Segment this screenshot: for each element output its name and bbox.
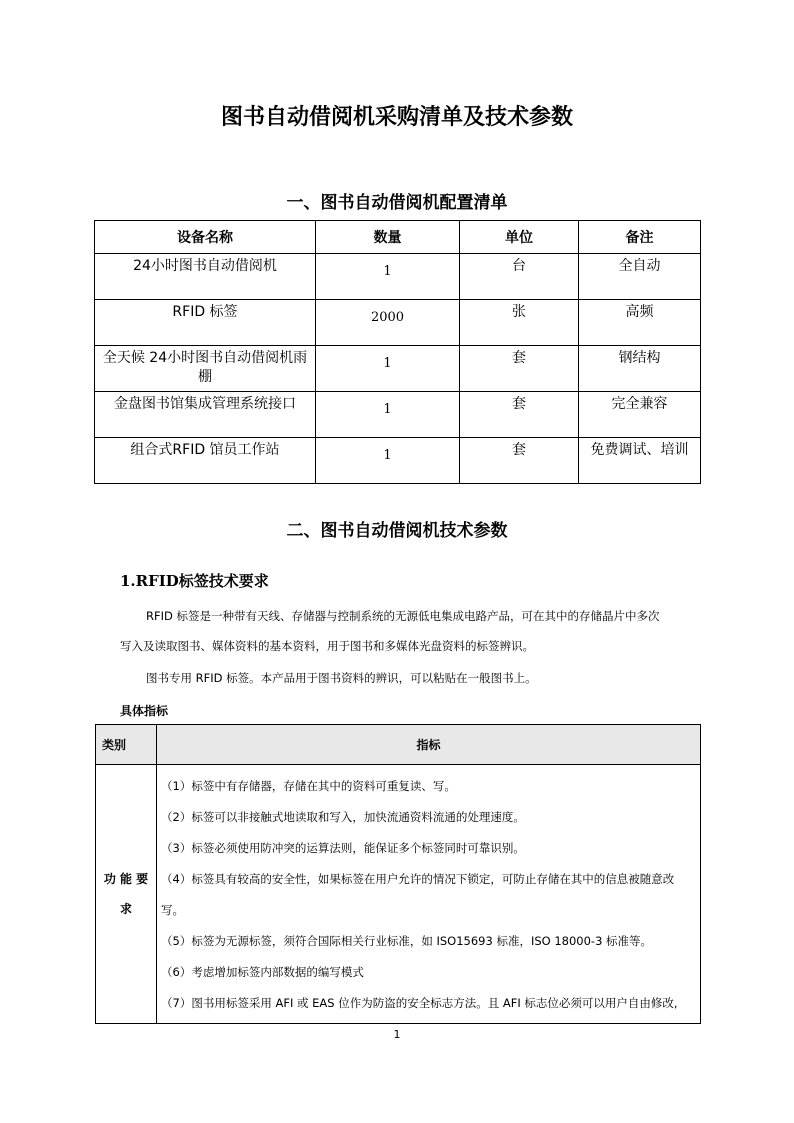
device-name-cell: 组合式RFID 馆员工作站 — [95, 438, 316, 484]
page-number: 1 — [393, 1028, 401, 1041]
unit-cell: 套 — [460, 392, 579, 438]
unit-cell: 套 — [460, 438, 579, 484]
spec-item: （5）标签为无源标签，须符合国际相关行业标准，如 ISO15693 标准，ISO 18000-3 标准等。 — [161, 934, 653, 948]
header-quantity: 数量 — [316, 221, 460, 254]
quantity-cell: 1 — [316, 346, 460, 392]
paragraph: 写入及读取图书、媒体资料的基本资料，用于图书和多媒体光盘资料的标签辨识。 — [120, 639, 534, 653]
spec-item: （4）标签具有较高的安全性，如果标签在用户允许的情况下锁定，可防止存储在其中的信息被随意改写。 — [161, 872, 675, 917]
spec-table — [95, 724, 701, 1024]
unit-cell: 张 — [460, 300, 579, 346]
remark-cell: 免费调试、培训 — [579, 438, 701, 484]
table-row — [95, 438, 701, 484]
config-table-header — [95, 221, 701, 254]
header-indicator: 指标 — [157, 725, 701, 765]
config-table — [94, 220, 701, 484]
header-remark: 备注 — [579, 221, 701, 254]
spec-item: （6）考虑增加标签内部数据的编写模式 — [161, 965, 364, 979]
remark-cell: 全自动 — [579, 254, 701, 300]
quantity-cell: 1 — [316, 392, 460, 438]
spec-label: 具体指标 — [120, 704, 169, 718]
quantity-cell: 1 — [316, 438, 460, 484]
remark-cell: 高频 — [579, 300, 701, 346]
table-row — [95, 300, 701, 346]
spec-item: （3）标签必须使用防冲突的运算法则，能保证多个标签同时可靠识别。 — [161, 841, 525, 855]
unit-cell: 套 — [460, 346, 579, 392]
header-unit: 单位 — [460, 221, 579, 254]
spec-item: （1）标签中有存储器，存储在其中的资料可重复读、写。 — [161, 779, 456, 793]
device-name-cell: 金盘图书馆集成管理系统接口 — [95, 392, 316, 438]
header-device-name: 设备名称 — [95, 221, 316, 254]
section1-heading: 一、图书自动借阅机配置清单 — [286, 193, 508, 213]
spec-item: （2）标签可以非接触式地读取和写入，加快流通资料流通的处理速度。 — [161, 810, 525, 824]
remark-cell: 完全兼容 — [579, 392, 701, 438]
indicator-cell — [157, 765, 701, 1024]
device-name-cell: 全天候 24小时图书自动借阅机雨棚 — [95, 346, 316, 392]
table-row — [95, 254, 701, 300]
unit-cell: 台 — [460, 254, 579, 300]
document-title: 图书自动借阅机采购清单及技术参数 — [220, 104, 573, 130]
rfid-subheading: 1.RFID标签技术要求 — [120, 572, 269, 590]
spec-item: （7）图书用标签采用 AFI 或 EAS 位作为防盗的安全标志方法。且 AFI 标志位必须可以用户自由修改, — [161, 996, 678, 1010]
table-row — [95, 392, 701, 438]
table-row — [95, 346, 701, 392]
category-cell: 功 能 要 求 — [96, 765, 157, 1024]
device-name-cell: RFID 标签 — [95, 300, 316, 346]
remark-cell: 钢结构 — [579, 346, 701, 392]
device-name-cell: 24小时图书自动借阅机 — [95, 254, 316, 300]
section2-heading: 二、图书自动借阅机技术参数 — [286, 521, 508, 541]
paragraph: 图书专用 RFID 标签。本产品用于图书资料的辨识，可以粘贴在一般图书上。 — [146, 671, 537, 685]
spec-table-header — [96, 725, 701, 765]
quantity-cell: 1 — [316, 254, 460, 300]
header-category: 类别 — [96, 725, 157, 765]
paragraph: RFID 标签是一种带有天线、存储器与控制系统的无源低电集成电路产品，可在其中的存储晶片中多次 — [146, 609, 660, 623]
table-row — [96, 765, 701, 1024]
quantity-cell: 2000 — [316, 300, 460, 346]
